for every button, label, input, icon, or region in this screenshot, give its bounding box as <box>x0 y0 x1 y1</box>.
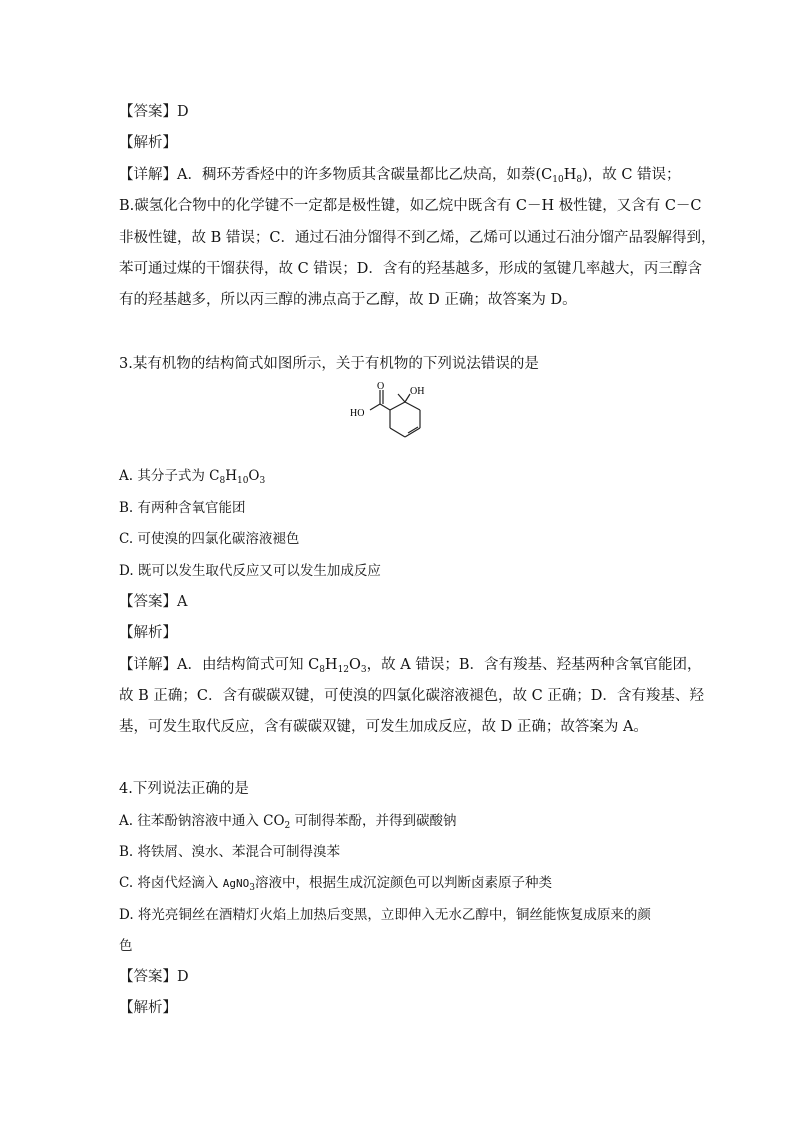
answer-value: D <box>177 969 189 985</box>
molecule-structure <box>340 380 460 460</box>
q3-option-d: D. 既可以发生取代反应又可以发生加成反应 <box>119 563 381 579</box>
answer-line-q3 <box>119 592 187 612</box>
q4-option-d-line2: 色 <box>119 938 133 954</box>
q3-option-a: A. 其分子式为 $C_8H_{10}O_3$ <box>119 468 266 486</box>
ring-bond <box>405 402 420 410</box>
q4-option-c: C. 将卤代烃滴入 AgNO$_3$溶液中，根据生成沉淀颜色可以判断卤素原子种类 <box>119 875 552 893</box>
detail-label: 【详解】 <box>119 657 177 673</box>
carboxyl-bond <box>380 404 390 410</box>
detail-line-q2-5: 有的羟基越多，所以丙三醇的沸点高于乙醇，故 D 正确；故答案为 D。 <box>119 292 577 308</box>
detail-line-q2-3: 非极性键，故 B 错误；C．通过石油分馏得不到乙烯，乙烯可以通过石油分馏产品裂解得到， <box>119 230 716 246</box>
answer-label: 【答案】 <box>119 594 177 610</box>
answer-value: D <box>177 104 189 120</box>
answer-label: 【答案】 <box>119 969 177 985</box>
oxygen-label: O <box>377 381 385 392</box>
detail-line-q2-4: 苯可通过煤的干馏获得，故 C 错误；D．含有的羟基越多，形成的氢键几率越大，丙三醇含 <box>119 261 702 277</box>
detail-line-q3-3: 基，可发生取代反应，含有碳碳双键，可发生加成反应，故 D 正确；故答案为 A。 <box>119 719 648 735</box>
q4-option-a: A. 往苯酚钠溶液中通入 $CO_2$ 可制得苯酚，并得到碳酸钠 <box>119 813 457 831</box>
q4-option-d-line1: D. 将光亮铜丝在酒精灯火焰上加热后变黑，立即伸入无水乙醇中，铜丝能恢复成原来的颜 <box>119 907 651 923</box>
q3-option-b: B. 有两种含氧官能团 <box>119 500 246 516</box>
answer-line-q4 <box>119 967 189 987</box>
methyl-bond <box>398 394 405 402</box>
detail-line-q3-2: 故 B 正确；C．含有碳碳双键，可使溴的四氯化碳溶液褪色，故 C 正确；D．含有羧基、羟 <box>119 688 704 704</box>
q4-option-b: B. 将铁屑、溴水、苯混合可制得溴苯 <box>119 844 341 860</box>
question-3-stem: 3.某有机物的结构简式如图所示，关于有机物的下列说法错误的是 <box>119 356 539 372</box>
answer-line-q2 <box>119 102 189 122</box>
analysis-label-q3: 【解析】 <box>119 625 177 641</box>
q3-option-c: C. 可使溴的四氯化碳溶液褪色 <box>119 531 300 547</box>
ho-label: HO <box>350 408 365 419</box>
detail-line-q2-1: 【详解】A．稠环芳香烃中的许多物质其含碳量都比乙炔高，如萘$(C_{10}H_8)$，故 C 错误； <box>119 167 681 185</box>
detail-line-q3-1: 【详解】A．由结构简式可知 $C_8H_{12}O_3$，故 A 错误；B．含有羧基、羟基两种含氧官能团， <box>119 657 702 675</box>
ring-bond <box>405 428 420 437</box>
detail-line-q2-2: B.碳氢化合物中的化学键不一定都是极性键，如乙烷中既含有 C－H 极性键，又含有 C－C <box>119 198 702 214</box>
ring-bond <box>390 428 405 437</box>
question-4-stem: 4.下列说法正确的是 <box>119 781 249 797</box>
analysis-label-q2: 【解析】 <box>119 135 177 151</box>
analysis-label-q4: 【解析】 <box>119 1000 177 1016</box>
ring-bond <box>390 402 405 410</box>
answer-label: 【答案】 <box>119 104 177 120</box>
hydroxyl-bond <box>370 404 380 410</box>
detail-label: 【详解】 <box>119 167 177 183</box>
oh-label: OH <box>410 386 425 397</box>
answer-value: A <box>177 594 188 610</box>
